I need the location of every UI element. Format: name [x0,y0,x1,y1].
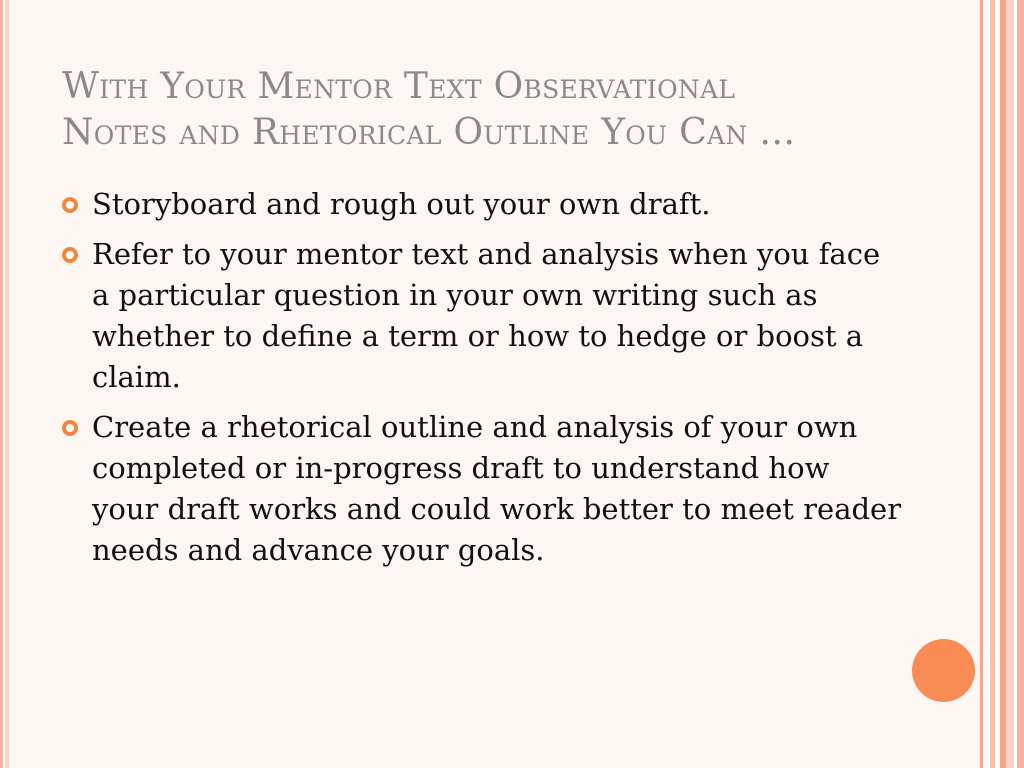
ring-bullet-icon [62,197,78,213]
ring-bullet-icon [62,420,78,436]
slide-title-line-2: Notes and Rhetorical Outline You Can … [62,112,796,153]
bullet-item [62,407,902,571]
ring-bullet-icon [62,247,78,263]
slide-title [62,64,962,156]
bullet-text: Refer to your mentor text and analysis when you face a particular question in your own writing such as whether to define a term or how to hedge or boost a claim. [92,237,881,394]
right-decorative-stripes [980,0,1024,768]
bullet-text: Storyboard and rough out your own draft. [92,187,711,221]
left-border-stripes [0,0,12,768]
bullet-item [62,234,902,398]
bullet-item [62,184,902,225]
bullet-list [62,184,902,580]
bullet-text: Create a rhetorical outline and analysis of your own completed or in-progress draft to understand how your draft works and could work better to meet reader needs and advance your goals. [92,410,902,567]
accent-circle [912,639,975,702]
slide-title-line-1: With Your Mentor Text Observational [62,66,736,107]
